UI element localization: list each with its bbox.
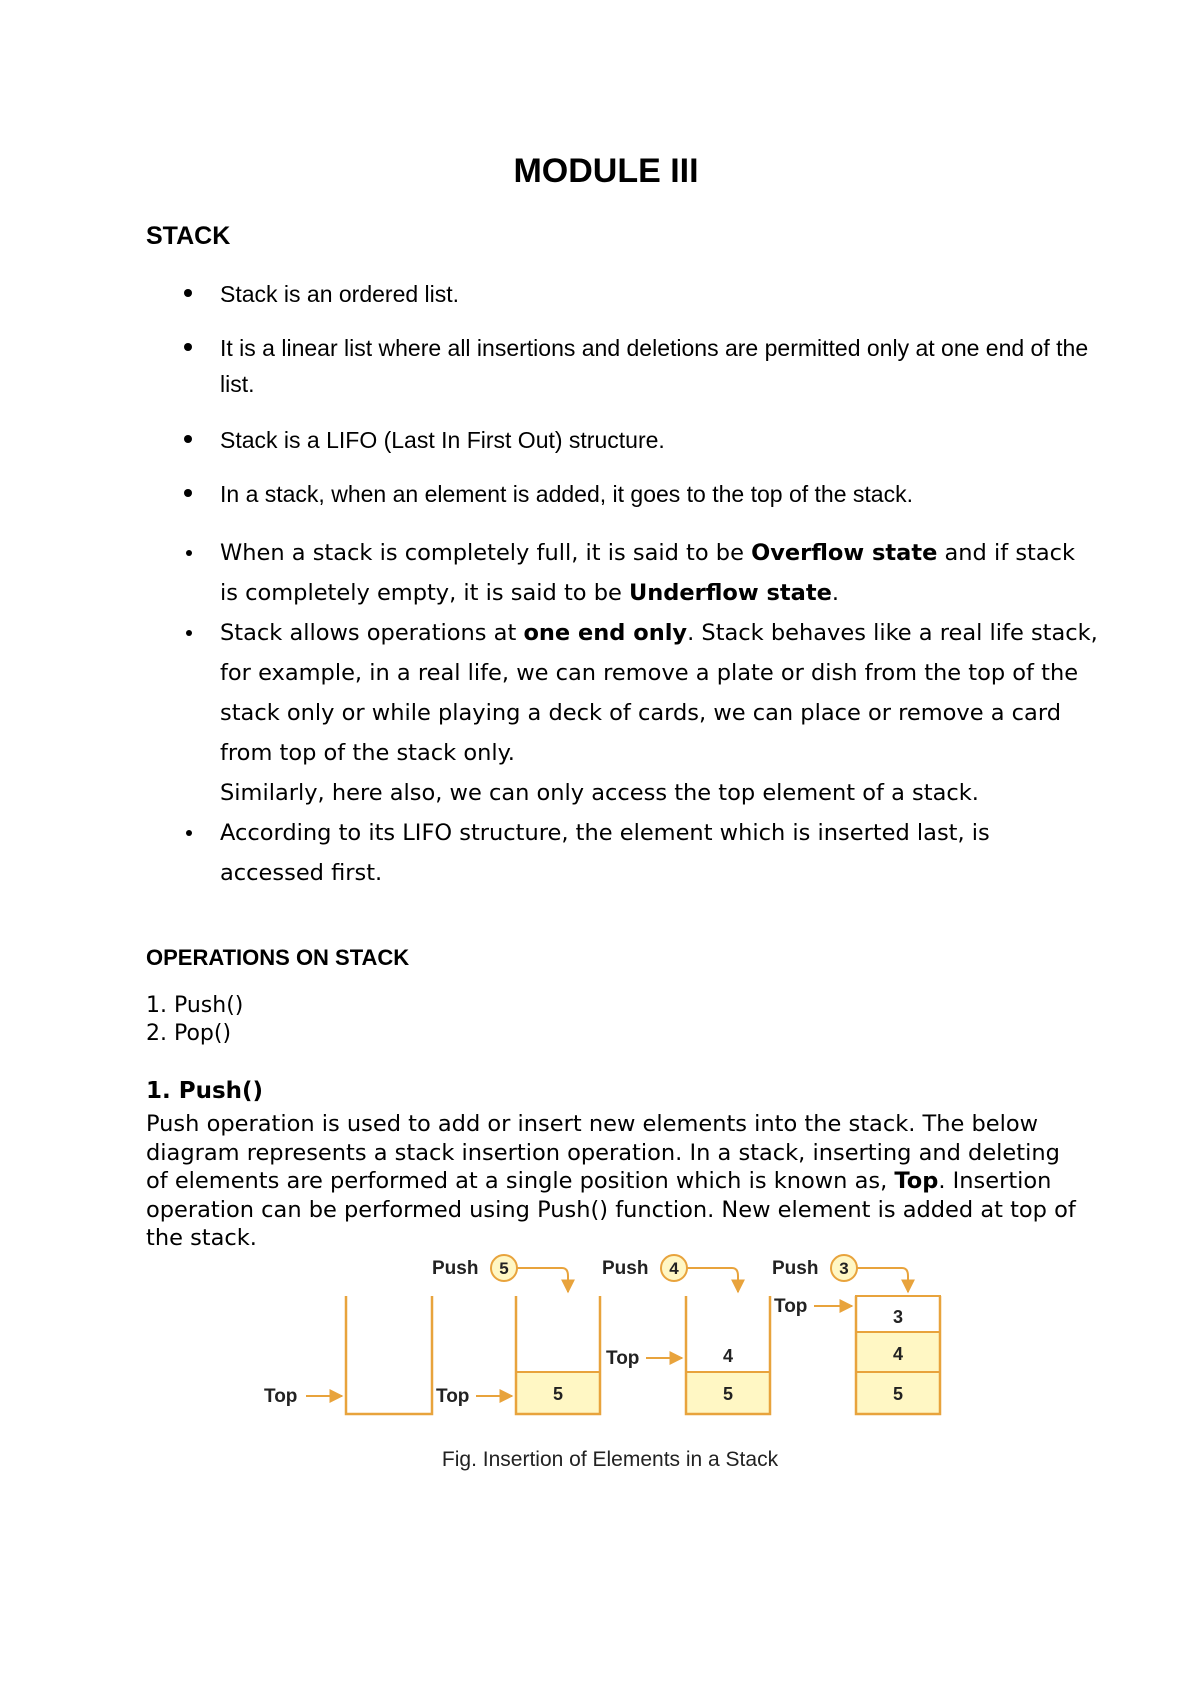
push-label: Push (432, 1258, 479, 1279)
bullet-icon (184, 289, 192, 297)
text-run: and if stack is completely empty, it is said to be (220, 540, 1076, 606)
stack-value-5: 5 (722, 1384, 734, 1404)
text-run: Similarly, here also, we can only access the top element of a stack. (220, 780, 979, 806)
text-run: . Insertion operation can be performed using Push() function. New element is added at top of the stack. (146, 1168, 1076, 1251)
list-item: 1. Push() (146, 993, 244, 1018)
subheading-push: 1. Push() (146, 1078, 264, 1104)
bold-term-one-end: one end only (523, 620, 688, 646)
stack-value-5: 5 (892, 1384, 904, 1404)
text-run: . Stack behaves like a real life stack, for example, in a real life, we can remove a plate or dish from the top of the stack only or while playing a deck of cards, we can place or remove a card from top of the stack only. (220, 620, 1098, 766)
stack-state-one (432, 1255, 600, 1414)
stack-value-4: 4 (722, 1346, 734, 1366)
push-value-5: 5 (499, 1259, 509, 1278)
bullet-item: Stack is an ordered list. (220, 281, 460, 307)
text-run: . (831, 580, 840, 606)
bold-term-overflow: Overflow state (751, 540, 938, 566)
bullet-icon (186, 630, 192, 636)
list-item: 2. Pop() (146, 1021, 232, 1046)
bullet-item: Stack is a LIFO (Last In First Out) structure. (220, 427, 665, 453)
stack-value-5: 5 (552, 1384, 564, 1404)
bullet-icon (186, 830, 192, 836)
push-value-3: 3 (839, 1259, 849, 1278)
bold-term-underflow: Underflow state (629, 580, 832, 606)
section-heading-stack: STACK (146, 222, 231, 250)
push-value-4: 4 (669, 1259, 679, 1278)
stack-insertion-figure (250, 1240, 970, 1480)
bullet-item: It is a linear list where all insertions and deletions are permitted only at one end of the list. (220, 335, 1089, 397)
text-run: When a stack is completely full, it is said to be (220, 540, 752, 566)
push-label: Push (772, 1258, 819, 1279)
bullet-icon (184, 489, 192, 497)
bullet-icon (186, 550, 192, 556)
stack-state-empty (264, 1296, 432, 1414)
stack-state-three (772, 1255, 940, 1414)
bullet-icon (184, 435, 192, 443)
top-label: Top (606, 1348, 640, 1369)
operations-list (146, 992, 243, 1048)
bullet-item-one-end (220, 613, 1100, 813)
bold-term-top: Top (894, 1168, 939, 1194)
bullet-item-lifo: According to its LIFO structure, the element which is inserted last, is accessed first. (220, 820, 990, 886)
top-label: Top (436, 1386, 470, 1407)
bullet-item: In a stack, when an element is added, it goes to the top of the stack. (220, 481, 913, 507)
stack-value-4: 4 (892, 1344, 904, 1364)
text-run: Push operation is used to add or insert new elements into the stack. The below diagram represents a stack insertion operation. In a stack, inserting and deleting of elements are performed at a single position which is known as, (146, 1111, 1060, 1194)
section-heading-operations: OPERATIONS ON STACK (146, 945, 410, 970)
stack-value-3: 3 (892, 1307, 904, 1327)
figure-caption: Fig. Insertion of Elements in a Stack (441, 1448, 779, 1471)
top-label: Top (774, 1296, 808, 1317)
stack-state-two (602, 1255, 770, 1414)
bullet-icon (184, 343, 192, 351)
page-title: MODULE III (513, 152, 699, 190)
push-paragraph (146, 1110, 1086, 1253)
bullet-item-overflow (220, 533, 1100, 613)
top-label: Top (264, 1386, 298, 1407)
push-label: Push (602, 1258, 649, 1279)
text-run: Stack allows operations at (220, 620, 524, 646)
